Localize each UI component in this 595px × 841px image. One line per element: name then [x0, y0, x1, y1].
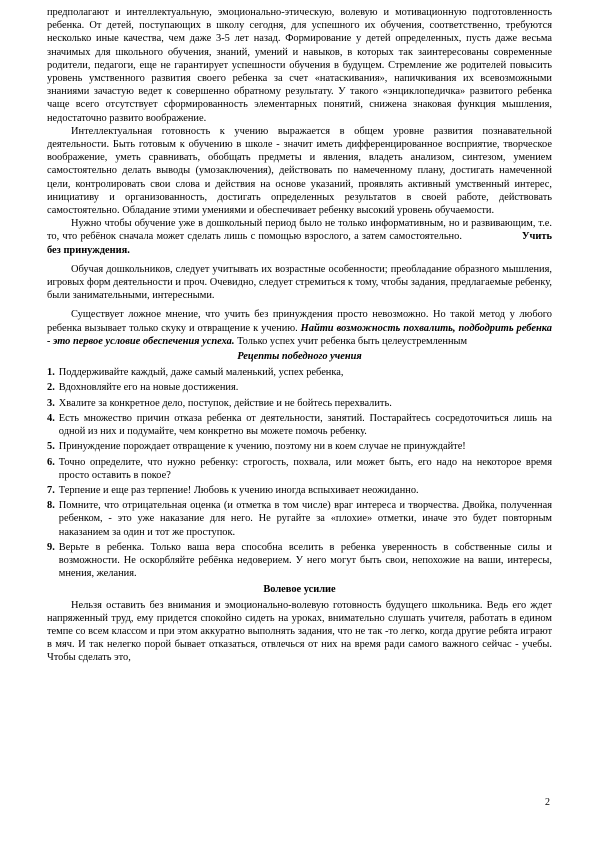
- list-text: Вдохновляйте его на новые достижения.: [58, 382, 239, 394]
- list-item: [47, 440, 552, 453]
- list-number: 6.: [47, 456, 55, 468]
- list-number: 7.: [47, 484, 55, 496]
- list-text: Верьте в ребенка. Только ваша вера способна вселить в ребенка уверенность в собственные силы и возможности. Не оскорбляйте ребёнка недоверием. У него могут быть свои, непохожие на ваши, интересы, мнения, желания.: [58, 541, 552, 580]
- list-item: [47, 397, 552, 410]
- list-number: 1.: [47, 367, 55, 379]
- list-text: Точно определите, что нужно ребенку: строгость, похвала, или может быть, его надо на некоторое время просто оставить в покое?: [58, 456, 552, 481]
- list-number: 9.: [47, 541, 55, 553]
- list-number: 3.: [47, 397, 55, 409]
- paragraph-text-end: Только успех учит ребенка быть целеустремленным: [234, 335, 468, 347]
- list-item: [47, 541, 552, 581]
- list-item: [47, 456, 552, 482]
- recipes-list: [47, 366, 552, 580]
- list-item: [47, 499, 552, 539]
- section-title-no-coercion: Учить без принуждения.: [47, 231, 552, 256]
- paragraph-developmental-learning: [47, 217, 552, 257]
- list-item: [47, 412, 552, 438]
- paragraph-text-start: Существует ложное мнение, что учить без принуждения просто невозможно. Но такой метод у любого ребенка вызывает только скуку и отвращение к учению.: [47, 309, 552, 334]
- paragraph-false-opinion: [47, 308, 552, 348]
- paragraph-volitional-readiness: Нельзя оставить без внимания и эмоционально-волевую готовность будущего школьника. Ведь его ждет напряженный труд, ему придется спокойно сидеть на уроках, внимательно слушать учителя, работать в едином темпе со всем классом и при этом аккуратно выполнять задания, что не так -то легко, когда другие ребята играют в мяч. И так нелегко порой бывает отказаться, отвлечься от них на время ради самого важного сейчас - учебы. Чтобы сделать это,: [47, 599, 552, 664]
- list-text: Помните, что отрицательная оценка (и отметка в том числе) враг интереса и творчества. Двойка, полученная ребенком, - это уже наказание для него. Не ругайте за «плохие» отметки, иначе это будет повторным наказанием за один и тот же проступок.: [58, 500, 552, 538]
- list-number: 4.: [47, 412, 55, 424]
- recipes-heading: Рецепты победного учения: [237, 351, 362, 363]
- paragraph-intellectual-readiness: Интеллектуальная готовность к учению выражается в общем уровне развития познавательной деятельности. Быть готовым к обучению в школе - значит иметь дифференцированное восприятие, творческое воображение, уметь сравнивать, обобщать предметы и явления, владеть анализом, синтезом, умением самостоятельно делать выводы (умозаключения), действовать по намеченному плану, достигать намеченной цели, контролировать свои слова и действия на основе указаний, проявлять активный умственный интерес, инициативу и организованность, достигать определенных результатов в своей работе, действовать самостоятельно. Обладание этими умениями и обеспечивает ребенку высокий уровень обучаемости.: [47, 125, 552, 217]
- list-item: [47, 484, 552, 497]
- paragraph-age-features: Обучая дошкольников, следует учитывать их возрастные особенности; преобладание образного мышления, игровых форм деятельности и проч. Очевидно, следует стремиться к тому, чтобы задания, предлагаемые ребенку, были занимательными, интересными.: [47, 263, 552, 302]
- list-text: Хвалите за конкретное дело, поступок, действие и не бойтесь перехвалить.: [58, 397, 392, 409]
- list-number: 5.: [47, 441, 55, 453]
- key-condition-text: Найти возможность похвалить, подбодрить ребенка - это первое условие обеспечения успеха.: [47, 322, 552, 347]
- volitional-heading: Волевое усилие: [263, 584, 336, 596]
- paragraph-text: Нужно чтобы обучение уже в дошкольный период было не только информативным, но и развивающим, т.е. то, что ребёнок сначала может сделать лишь с помощью взрослого, а затем самостоятельно.: [47, 218, 552, 243]
- list-number: 2.: [47, 382, 55, 394]
- list-number: 8.: [47, 500, 55, 512]
- page-content: [47, 6, 552, 665]
- paragraph-readiness: предполагают и интеллектуальную, эмоционально-этическую, волевую и мотивационную подготовленность ребенка. От детей, поступающих в школу сегодня, для успешного их обучения, соответственно, требуются несколько иные качества, чем даже 3-5 лет назад. Формирование у детей определенных, пусть даже весьма значимых для школьного обучения, знаний, умений и навыков, в которых так заинтересованы современные родители, педагоги, еще не гарантирует успешности обучения в будущем. Стремление же родителей повысить уровень умственного развития своего ребенка за счет «натаскивания», напичкивания их всевозможными знаниями зачастую ведет к совершенно обратному результату. У такого «энциклопедичка» развитого ребенка чаще всего отсутствует сформированность элементарных понятий, снижена знаковая функция мышления, недостаточно развито воображение.: [47, 7, 552, 124]
- list-text: Принуждение порождает отвращение к учению, поэтому ни в коем случае не принуждайте!: [58, 441, 466, 453]
- list-item: [47, 366, 552, 379]
- list-item: [47, 381, 552, 394]
- list-text: Терпение и еще раз терпение! Любовь к учению иногда вспыхивает неожиданно.: [58, 484, 419, 496]
- page-number: 2: [545, 796, 550, 808]
- list-text: Есть множество причин отказа ребенка от деятельности, занятий. Постарайтесь сосредоточиться лишь на одной из них и подумайте, чем конкретно вы можете помочь ребенку.: [58, 412, 552, 438]
- list-text: Поддерживайте каждый, даже самый маленький, успех ребенка,: [58, 367, 344, 379]
